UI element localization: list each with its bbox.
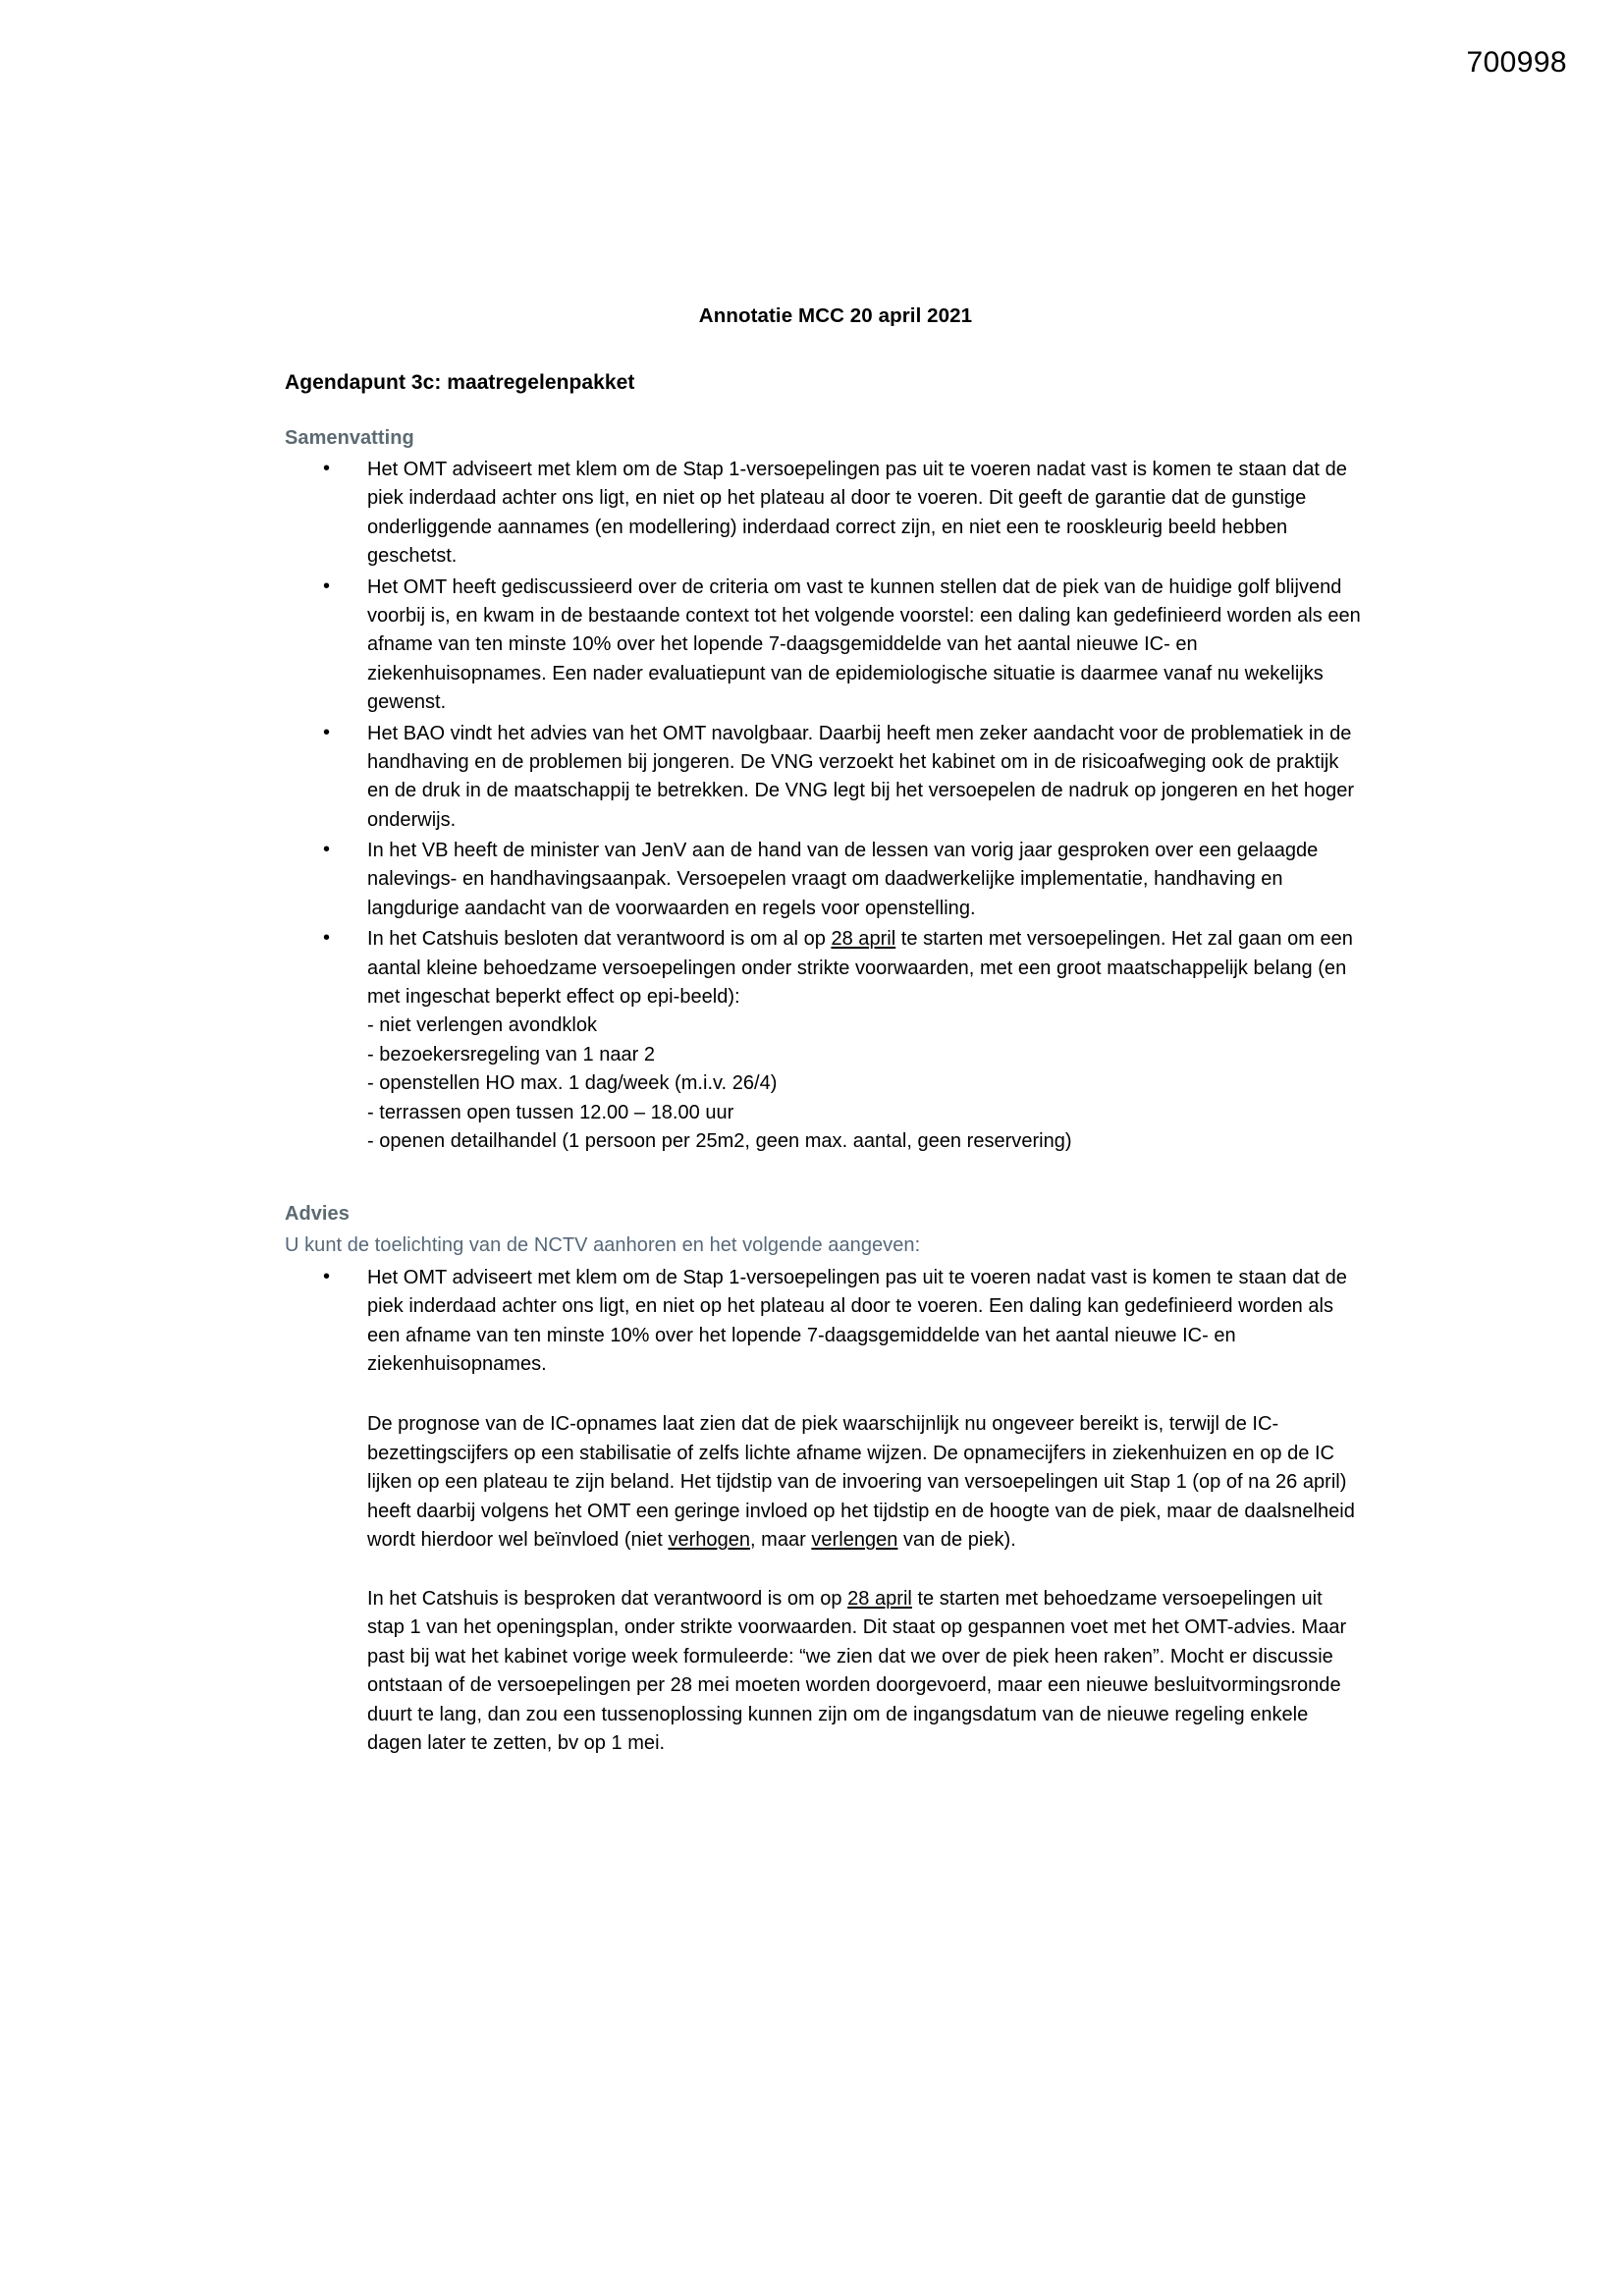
measure-item: - openen detailhandel (1 persoon per 25m2, geen max. aantal, geen reservering): [367, 1129, 1072, 1152]
paragraph-gap: [285, 1381, 1365, 1410]
prognose-underlined-verhogen: verhogen: [668, 1529, 750, 1552]
bullet-text: Het OMT adviseert met klem om de Stap 1-versoepelingen pas uit te voeren nadat vast is komen te staan dat de piek inderdaad achter ons ligt, en niet op het plateau al door te voeren. Dit geeft de garantie dat de gunstige onderliggende aannames (en modellering) inderdaad correct zijn, en niet een te rooskleurig beeld hebben geschetst.: [367, 459, 1347, 568]
list-item: [285, 574, 1365, 718]
catshuis-suffix: te starten met versoepelingen. Het zal gaan om een aantal kleine behoedzame versoepelingen onder strikte voorwaarden, met een groot maatschappelijk belang (en met ingeschat beperkt effect op epi-beeld):: [367, 928, 1353, 1009]
list-item: [285, 456, 1365, 572]
bullet-text: Het BAO vindt het advies van het OMT navolgbaar. Daarbij heeft men zeker aandacht voor de problematiek in de handhaving en de problemen bij jongeren. De VNG verzoekt het kabinet om in de risicoafweging ook de praktijk en de druk in de maatschappij te betrekken. De VNG legt bij het versoepelen de nadruk op jongeren en het hoger onderwijs.: [367, 722, 1355, 831]
list-item: [285, 1264, 1365, 1380]
paragraph-gap: [285, 1556, 1365, 1585]
bullet-text: In het VB heeft de minister van JenV aan de hand van de lessen van vorig jaar gesproken over een gelaagde nalevings- en handhavingsaanpak. Versoepelen vraagt om daadwerkelijke implementatie, handhaving en langdurige aandacht van de voorwaarden en regels voor openstelling.: [367, 840, 1319, 919]
section-heading-advies: Advies: [285, 1203, 350, 1226]
list-item-catshuis: [285, 925, 1365, 1156]
measure-item: - niet verlengen avondklok: [367, 1014, 597, 1037]
prognose-underlined-verlengen: verlengen: [811, 1529, 898, 1552]
advies-bullet-list: [285, 1264, 1365, 1380]
measure-item: - bezoekersregeling van 1 naar 2: [367, 1043, 656, 1066]
section-gap: [285, 1158, 1365, 1203]
agenda-item-heading: Agendapunt 3c: maatregelenpakket: [285, 371, 635, 394]
catshuis-para-underlined-date: 28 april: [847, 1587, 912, 1610]
paragraph-prognose: [285, 1410, 1365, 1556]
paragraph-catshuis: [285, 1585, 1365, 1759]
bullet-text: Het OMT heeft gediscussieerd over de criteria om vast te kunnen stellen dat de piek van de huidige golf blijvend voorbij is, en kwam in de bestaande context tot het volgende voorstel: een daling kan gedefinieerd worden als een afname van ten minste 10% over het lopende 7-daagsgemiddelde van het aantal nieuwe IC- en ziekenhuisopnames. Een nader evaluatiepunt van de epidemiologische situatie is daarmee vanaf nu wekelijks gewenst.: [367, 575, 1361, 714]
document-body: [285, 304, 1365, 1759]
page-title: Annotatie MCC 20 april 2021: [698, 304, 973, 327]
section-heading-samenvatting: Samenvatting: [285, 427, 414, 449]
document-number: 700998: [1466, 46, 1567, 79]
prognose-part1: De prognose van de IC-opnames laat zien dat de piek waarschijnlijk nu ongeveer bereikt is, terwijl de IC-bezettingscijfers op een stabilisatie of zelfs lichte afname wijzen. De opnamecijfers in ziekenhuizen en op de IC lijken op een plateau te zijn beland. Het tijdstip van de invoering van versoepelingen uit Stap 1 (op of na 26 april) heeft daarbij volgens het OMT een geringe invloed op het tijdstip en de hoogte van de piek, maar de daalsnelheid wordt hierdoor wel beïnvloed (niet: [367, 1413, 1355, 1552]
samenvatting-bullet-list: [285, 456, 1365, 1156]
measure-item: - terrassen open tussen 12.00 – 18.00 uur: [367, 1101, 734, 1123]
measures-list: [367, 1011, 1365, 1156]
list-item: [285, 720, 1365, 836]
catshuis-date-underlined: 28 april: [831, 928, 896, 951]
measure-item: - openstellen HO max. 1 dag/week (m.i.v. 26/4): [367, 1072, 778, 1095]
prognose-part2: , maar: [750, 1529, 812, 1552]
list-item: [285, 837, 1365, 923]
advies-intro-line: U kunt de toelichting van de NCTV aanhoren en het volgende aangeven:: [285, 1234, 921, 1257]
prognose-part3: van de piek).: [897, 1529, 1016, 1552]
bullet-text: Het OMT adviseert met klem om de Stap 1-versoepelingen pas uit te voeren nadat vast is komen te staan dat de piek inderdaad achter ons ligt, en niet op het plateau al door te voeren. Een daling kan gedefinieerd worden als een afname van ten minste 10% over het lopende 7-daagsgemiddelde van het aantal nieuwe IC- en ziekenhuisopnames.: [367, 1266, 1347, 1375]
catshuis-para-part2: te starten met behoedzame versoepelingen uit stap 1 van het openingsplan, onder strikte voorwaarden. Dit staat op gespannen voet met het OMT-advies. Maar past bij wat het kabinet vorige week formuleerde: “we zien dat we over de piek heen raken”. Mocht er discussie ontstaan of de versoepelingen per 28 mei moeten worden doorgevoerd, maar een nieuwe besluitvormingsronde duurt te lang, dan zou een tussenoplossing kunnen zijn om de ingangsdatum van de nieuwe regeling enkele dagen later te zetten, bv op 1 mei.: [367, 1587, 1347, 1755]
catshuis-para-part1: In het Catshuis is besproken dat verantwoord is om op: [367, 1587, 848, 1610]
catshuis-prefix: In het Catshuis besloten dat verantwoord is om al op: [367, 928, 832, 951]
